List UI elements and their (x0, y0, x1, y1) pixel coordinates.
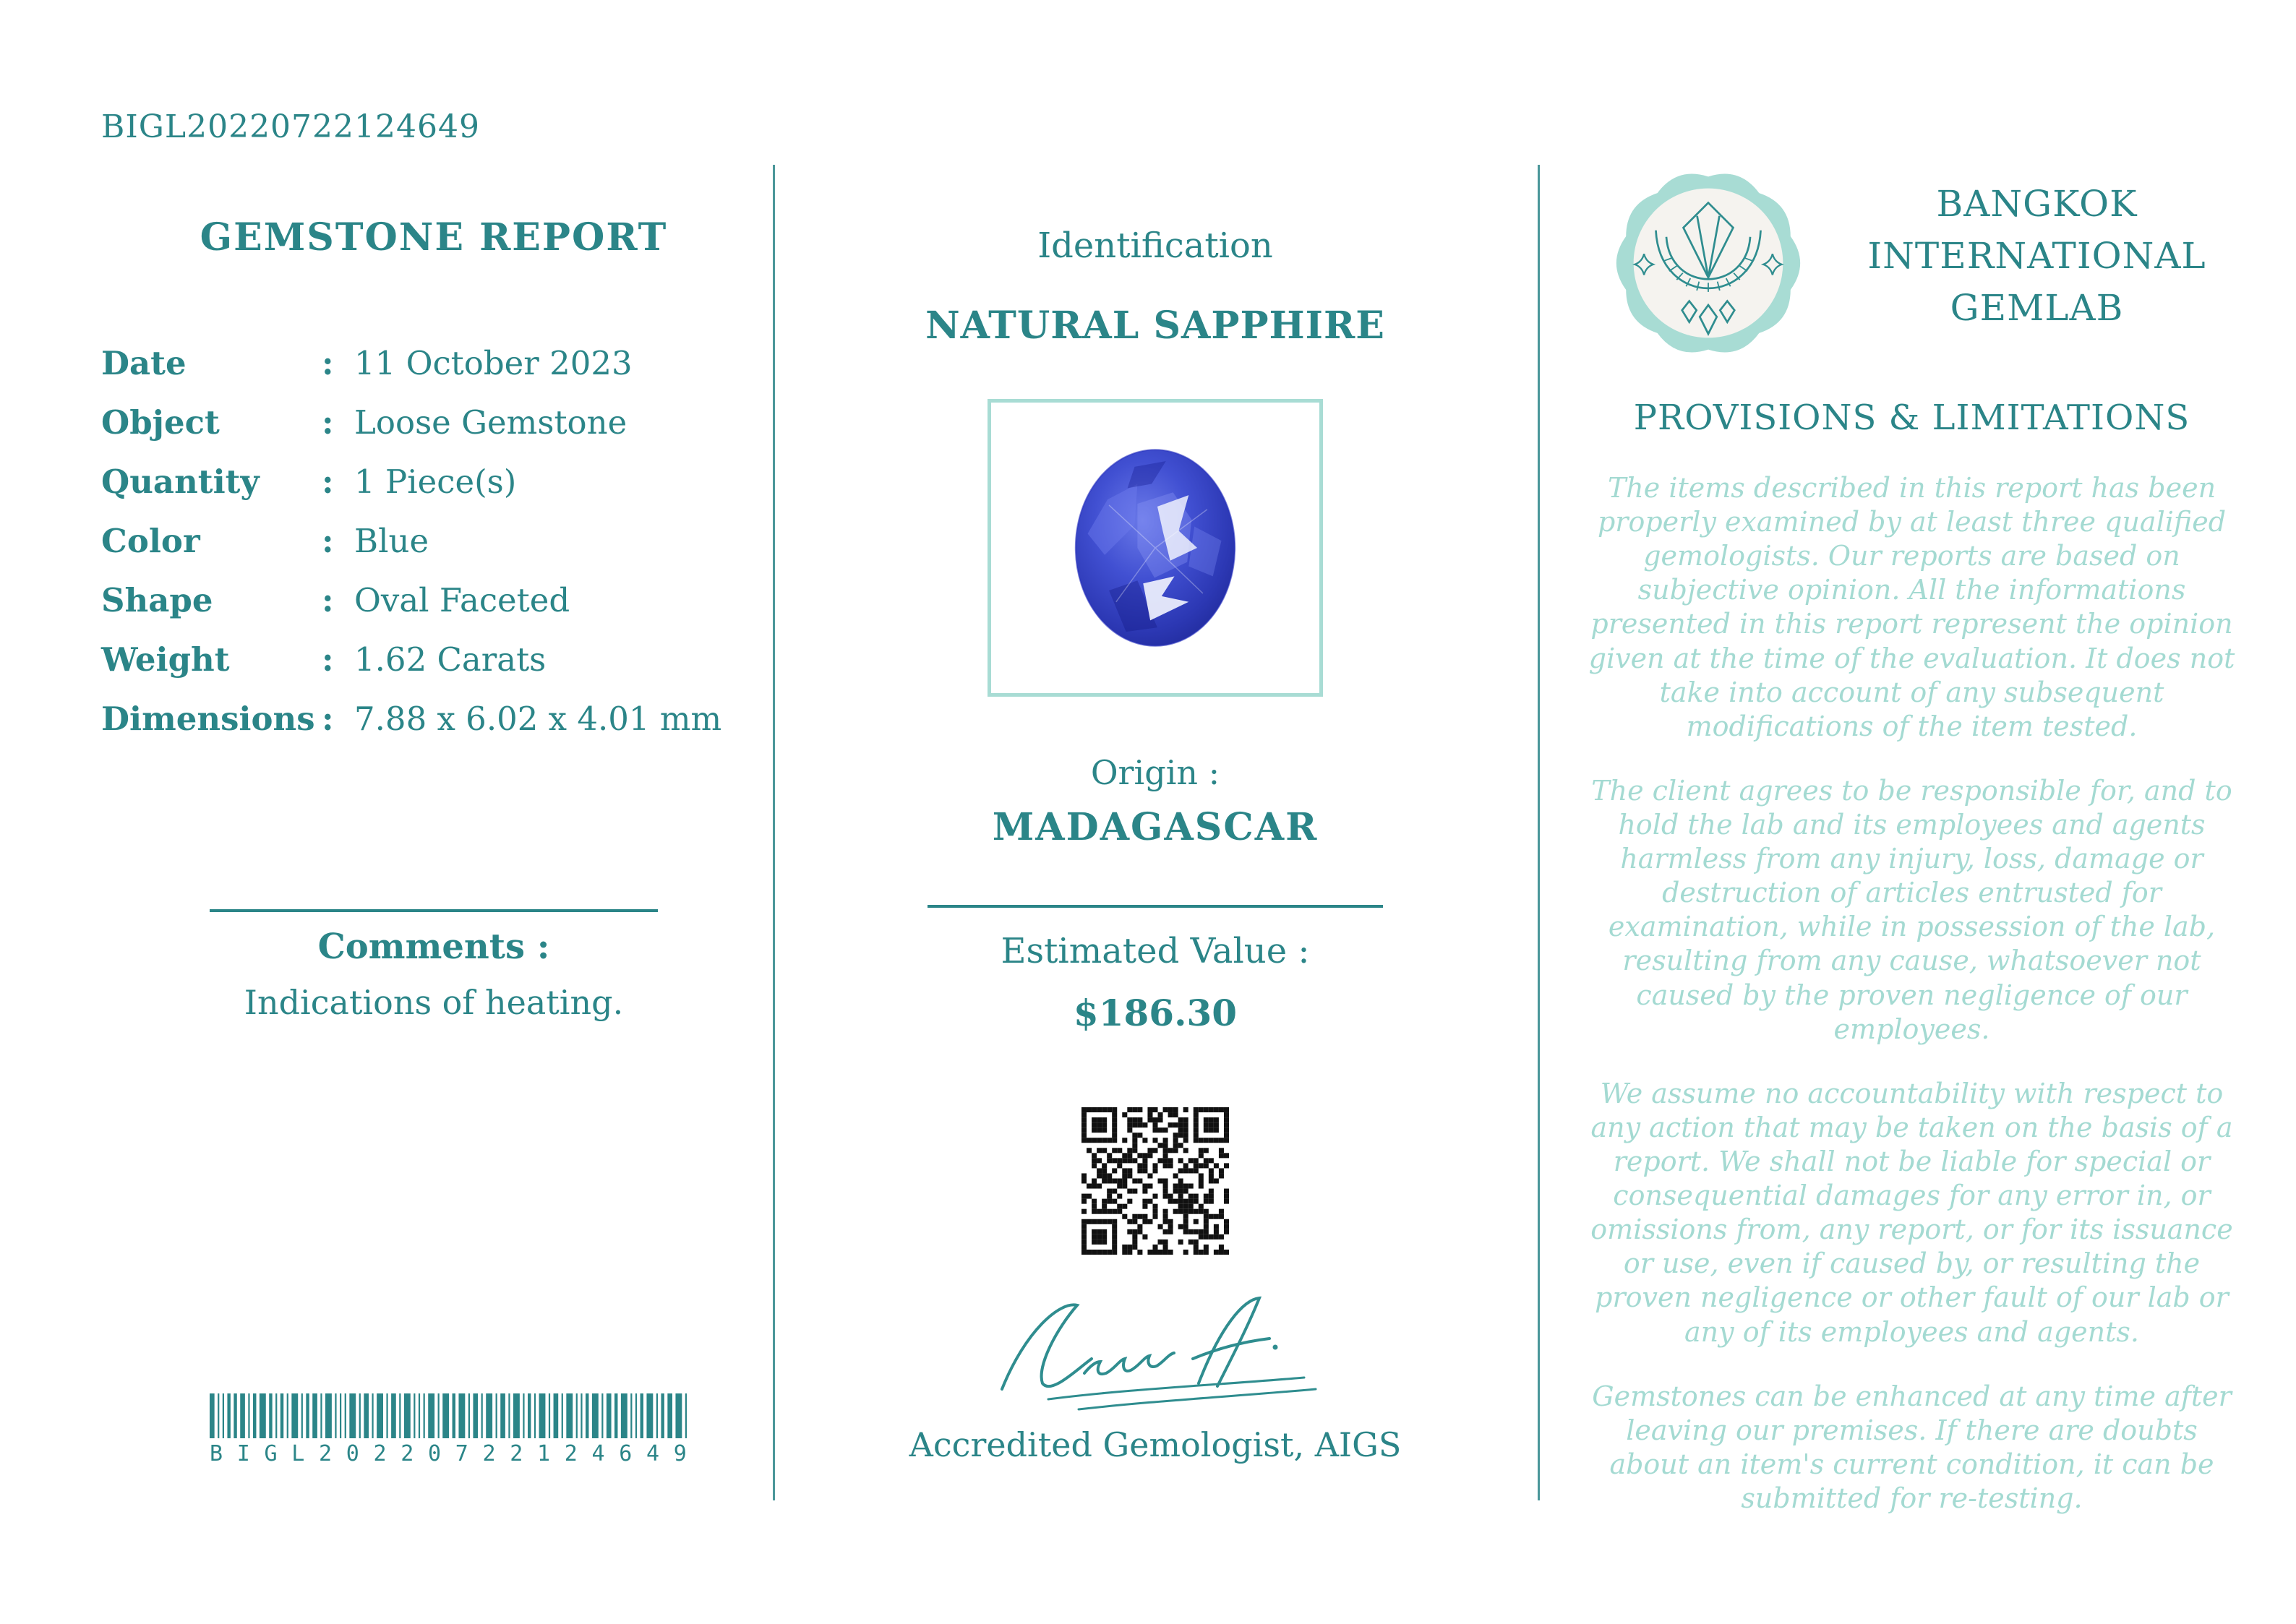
field-value: Loose Gemstone (354, 403, 627, 442)
field-colon: : (322, 640, 334, 679)
barcode-char: L (291, 1441, 305, 1466)
report-title: GEMSTONE REPORT (200, 215, 668, 259)
field-label: Date (101, 344, 187, 382)
field-row-object (101, 403, 737, 463)
field-row-quantity (101, 463, 737, 522)
field-label: Dimensions (101, 700, 315, 738)
provisions-heading: PROVISIONS & LIMITATIONS (1633, 398, 2190, 438)
column-divider-right (1538, 165, 1540, 1500)
gem-photo-frame (988, 399, 1323, 697)
barcode-char: 2 (510, 1441, 523, 1466)
report-number: BIGL20220722124649 (101, 108, 480, 145)
field-row-color (101, 522, 737, 581)
barcode-char: 7 (455, 1441, 468, 1466)
field-colon: : (322, 344, 334, 382)
field-label: Color (101, 522, 200, 560)
field-row-dimensions (101, 700, 737, 759)
barcode-char: 4 (591, 1441, 605, 1466)
provisions-text (1588, 471, 2235, 1546)
report-fields (101, 344, 737, 759)
field-colon: : (322, 700, 334, 738)
field-colon: : (322, 581, 334, 619)
signature (982, 1281, 1329, 1425)
barcode-char: 2 (564, 1441, 578, 1466)
field-label: Quantity (101, 463, 260, 501)
barcode-char: 6 (619, 1441, 633, 1466)
barcode-text (210, 1441, 687, 1466)
field-label: Shape (101, 581, 213, 619)
comments-text: Indications of heating. (244, 983, 624, 1022)
lab-name-line: INTERNATIONAL (1867, 235, 2206, 277)
estimated-value: $186.30 (1073, 992, 1238, 1034)
barcode-char: B (210, 1441, 223, 1466)
barcode-char: 1 (537, 1441, 551, 1466)
barcode-char: 2 (400, 1441, 414, 1466)
barcode-char: 0 (428, 1441, 442, 1466)
field-value: Oval Faceted (354, 581, 570, 619)
barcode-char: 2 (482, 1441, 496, 1466)
provision-paragraph: The client agrees to be responsible for, and to hold the lab and its employees and agents harmless from any injury, loss, damage or destruction of articles entrusted for examination, while in possession of the lab, resulting from any cause, whatsoever not caused by the proven negligence of our employees. (1591, 774, 2232, 1045)
field-row-weight (101, 640, 737, 700)
barcode-icon (210, 1393, 687, 1438)
estimated-value-label: Estimated Value : (1001, 931, 1310, 971)
origin-value: MADAGASCAR (992, 805, 1319, 849)
field-row-date (101, 344, 737, 403)
field-colon: : (322, 522, 334, 560)
field-value: Blue (354, 522, 429, 560)
origin-label: Origin : (1090, 753, 1220, 792)
identification-heading: Identification (1037, 225, 1273, 266)
field-label: Object (101, 403, 220, 442)
field-colon: : (322, 463, 334, 501)
barcode-char: 9 (673, 1441, 687, 1466)
qr-code-icon (1081, 1107, 1229, 1255)
field-label: Weight (101, 640, 230, 679)
lab-name-line: BANGKOK (1936, 183, 2138, 225)
field-value: 11 October 2023 (354, 344, 633, 382)
lab-name-line: GEMLAB (1950, 287, 2124, 329)
gem-name: NATURAL SAPPHIRE (925, 304, 1385, 348)
provision-paragraph: We assume no accountability with respect to any action that may be taken on the basis of a report. We shall not be liable for special or consequential damages for any error in, or omissions from, any report, or for its issuance or use, even if caused by, or resulting the proven negligence or other fault of our lab or any of its employees and agents. (1590, 1077, 2233, 1348)
comments-divider (210, 909, 658, 912)
lab-name (1840, 178, 2234, 334)
barcode-char: 2 (373, 1441, 387, 1466)
provision-paragraph: The items described in this report has been properly examined by at least three qualified gemologists. Our reports are based on subjective opinion. All the informations presented in this report represent the opinion given at the time of the evaluation. It does not take into account of any subsequent modifications of the item tested. (1588, 472, 2235, 742)
barcode-char: I (236, 1441, 250, 1466)
field-value: 1 Piece(s) (354, 463, 517, 501)
field-row-shape (101, 581, 737, 640)
provision-paragraph: Gemstones can be enhanced at any time after leaving our premises. If there are doubts about an item's current condition, it can be submitted for re-testing. (1592, 1380, 2232, 1514)
barcode-char: G (264, 1441, 278, 1466)
lab-seal-logo (1610, 165, 1807, 361)
signer-title: Accredited Gemologist, AIGS (909, 1425, 1402, 1464)
field-value: 7.88 x 6.02 x 4.01 mm (354, 700, 722, 738)
barcode (210, 1393, 687, 1466)
barcode-char: 2 (319, 1441, 333, 1466)
gem-photo (1066, 441, 1244, 655)
comments-heading: Comments : (317, 927, 550, 967)
barcode-char: 4 (646, 1441, 660, 1466)
field-colon: : (322, 403, 334, 442)
barcode-char: 0 (346, 1441, 359, 1466)
column-divider-left (773, 165, 775, 1500)
value-divider (928, 905, 1383, 908)
field-value: 1.62 Carats (354, 640, 547, 679)
